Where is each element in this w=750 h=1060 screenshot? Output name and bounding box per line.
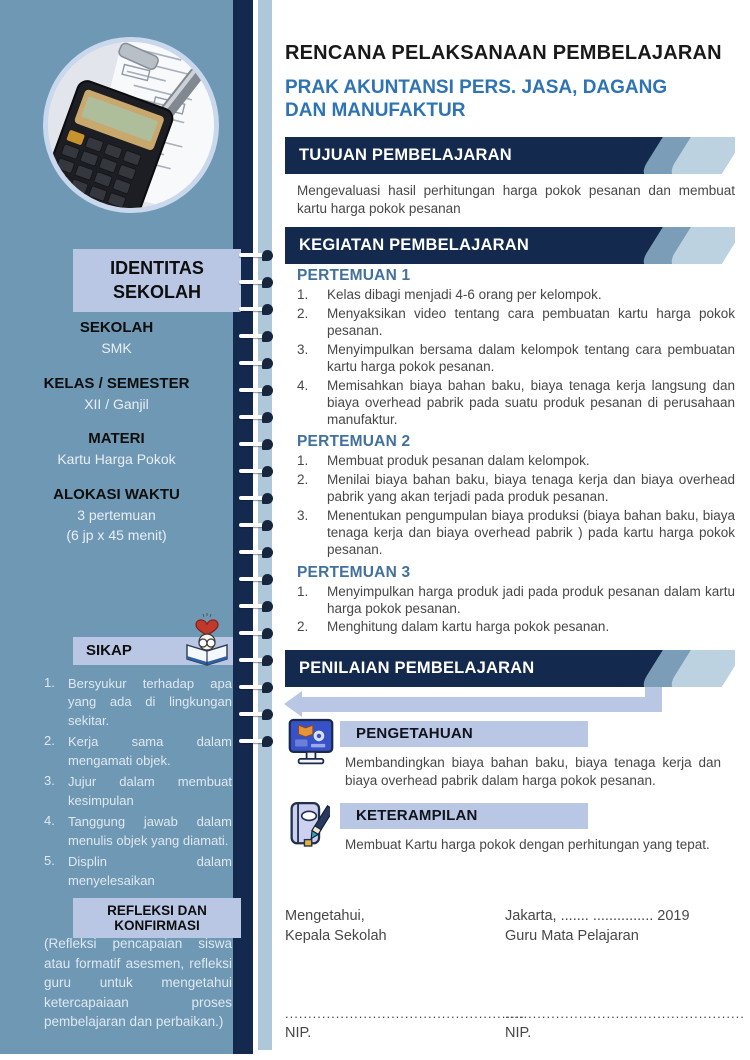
section-banner-kegiatan	[285, 227, 735, 264]
binder-ring-icon	[239, 601, 273, 612]
binder-ring-icon	[239, 250, 273, 261]
field-label-kelas: KELAS / SEMESTER	[43, 374, 190, 392]
list-item: 1. Membuat produk pesanan dalam kelompok.	[297, 453, 590, 469]
binder-ring-icon	[239, 304, 273, 315]
assessment-keterampilan	[285, 803, 735, 854]
binder-ring-icon	[239, 277, 273, 288]
list-item: 3. Menyimpulkan bersama dalam kelompok tentang cara pembuatan kartu harga pokok pesanan.	[297, 342, 735, 374]
binder-ring-icon	[239, 709, 273, 720]
binder-ring-icon	[239, 358, 273, 369]
field-value-alokasi: 3 pertemuan	[77, 506, 156, 523]
sikap-title: SIKAP	[73, 637, 233, 665]
section-banner-tujuan	[285, 137, 735, 174]
binder-ring-icon	[239, 520, 273, 531]
meeting-title: PERTEMUAN 3	[297, 563, 411, 581]
monitor-books-icon	[288, 715, 334, 771]
binder-ring-icon	[239, 466, 273, 477]
assessment-pengetahuan	[285, 721, 735, 789]
binder-ring-icon	[239, 574, 273, 585]
binder-ring-icon	[239, 655, 273, 666]
binder-ring-icon	[239, 736, 273, 747]
field-label-sekolah: SEKOLAH	[79, 319, 154, 336]
pengetahuan-text: Membandingkan biaya bahan baku, biaya tenaga kerja dan biaya overhead pabrik dalam harga pokok pesanan.	[345, 755, 721, 788]
section-banner-penilaian	[285, 650, 735, 687]
refleksi-title: REFLEKSI DAN KONFIRMASI	[73, 898, 241, 938]
meeting-title: PERTEMUAN 1	[297, 267, 411, 285]
reading-heart-icon	[183, 612, 231, 666]
list-item: 1. Bersyukur terhadap apa yang ada di lingkungan sekitar.	[44, 675, 232, 728]
pengetahuan-label: PENGETAHUAN	[340, 721, 588, 747]
binder-ring-icon	[239, 412, 273, 423]
sign-line2: Kepala Sekolah	[285, 928, 387, 945]
meeting-title: PERTEMUAN 2	[297, 433, 411, 451]
nip-label: NIP.	[285, 1024, 312, 1041]
nip-label: NIP.	[505, 1024, 532, 1041]
sign-line1: Mengetahui,	[285, 907, 365, 924]
list-item: 1. Kelas dibagi menjadi 4-6 orang per kelompok.	[297, 287, 602, 303]
keterampilan-label: KETERAMPILAN	[340, 803, 588, 829]
binder-ring-icon	[239, 493, 273, 504]
field-value-alokasi-2: (6 jp x 45 menit)	[66, 527, 167, 544]
list-item: 3. Jujur dalam membuat kesimpulan	[44, 773, 232, 808]
signature-block	[285, 906, 745, 1043]
identity-title: IDENTITAS SEKOLAH	[73, 249, 241, 312]
keterampilan-text: Membuat Kartu harga pokok dengan perhitungan yang tepat.	[345, 837, 710, 853]
list-item: 3. Menentukan pengumpulan biaya produksi (biaya bahan baku, biaya tenaga kerja dan biaya overhead pabrik ) pada kartu harga pokok pesanan.	[297, 508, 735, 557]
binder-ring-icon	[239, 682, 273, 693]
list-item: 2. Kerja sama dalam mengamati objek.	[44, 733, 232, 768]
binder-ring-icon	[239, 385, 273, 396]
list-item: 2. Menilai biaya bahan baku, biaya tenaga kerja dan biaya overhead pabrik yang akan terjadi pada produk pesanan.	[297, 472, 735, 505]
field-value-sekolah: SMK	[101, 340, 132, 357]
signature-dotted-line: ....................................................	[505, 1005, 745, 1021]
calculator-photo	[43, 37, 219, 213]
list-item: 5. Displin dalam menyelesaikan	[44, 853, 232, 888]
page-title: RENCANA PELAKSANAAN PEMBELAJARAN	[285, 42, 722, 64]
tujuan-text: Mengevaluasi hasil perhitungan harga pokok pesanan dan membuat kartu harga pokok pesanan	[297, 183, 735, 216]
field-value-materi: Kartu Harga Pokok	[57, 451, 176, 468]
signature-left	[285, 906, 525, 1043]
field-value-kelas: XII / Ganjil	[84, 395, 149, 412]
binder-ring-icon	[239, 439, 273, 450]
binder-ring-icon	[239, 547, 273, 558]
flow-arrow	[285, 687, 735, 721]
field-label-materi: MATERI	[88, 430, 145, 448]
list-item: 2. Menghitung dalam kartu harga pokok pesanan.	[297, 619, 610, 635]
book-pencil-icon	[288, 797, 330, 853]
arrow-left-icon	[284, 691, 302, 717]
list-item: 2. Menyaksikan video tentang cara pembuatan kartu harga pokok pesanan.	[297, 306, 735, 339]
section-title: KEGIATAN PEMBELAJARAN	[299, 236, 530, 255]
section-title: TUJUAN PEMBELAJARAN	[299, 146, 512, 165]
section-title: PENILAIAN PEMBELAJARAN	[299, 659, 535, 678]
field-label-alokasi: ALOKASI WAKTU	[53, 485, 180, 503]
signature-right	[505, 906, 745, 1043]
page-subtitle: PRAK AKUNTANSI PERS. JASA, DAGANG DAN MANUFAKTUR	[285, 77, 668, 122]
kegiatan-list	[285, 267, 735, 636]
refleksi-text: (Refleksi pencapaian siswa atau formatif asesmen, refleksi guru untuk mengetahui ketercapaiaan proses pembelajaran dan perbaikan.)	[44, 936, 232, 1030]
list-item: 4. Tanggung jawab dalam menulis objek yang diamati.	[44, 813, 232, 848]
list-item: 4. Memisahkan biaya bahan baku, biaya tenaga kerja langsung dan biaya overhead pabrik pada suatu produk pesanan di perusahaan manufaktur.	[297, 377, 735, 427]
signature-dotted-line: ....................................................	[285, 1005, 525, 1021]
binder-ring-icon	[239, 628, 273, 639]
identity-fields	[0, 318, 233, 545]
sign-line1: Jakarta, ....... ............... 2019	[505, 907, 690, 924]
binder-ring-icon	[239, 331, 273, 342]
list-item: 1. Menyimpulkan harga produk jadi pada produk pesanan dalam kartu harga pokok pesanan.	[297, 583, 735, 616]
main-content	[285, 0, 745, 1043]
sign-line2: Guru Mata Pelajaran	[505, 928, 639, 945]
sikap-list	[44, 675, 232, 893]
